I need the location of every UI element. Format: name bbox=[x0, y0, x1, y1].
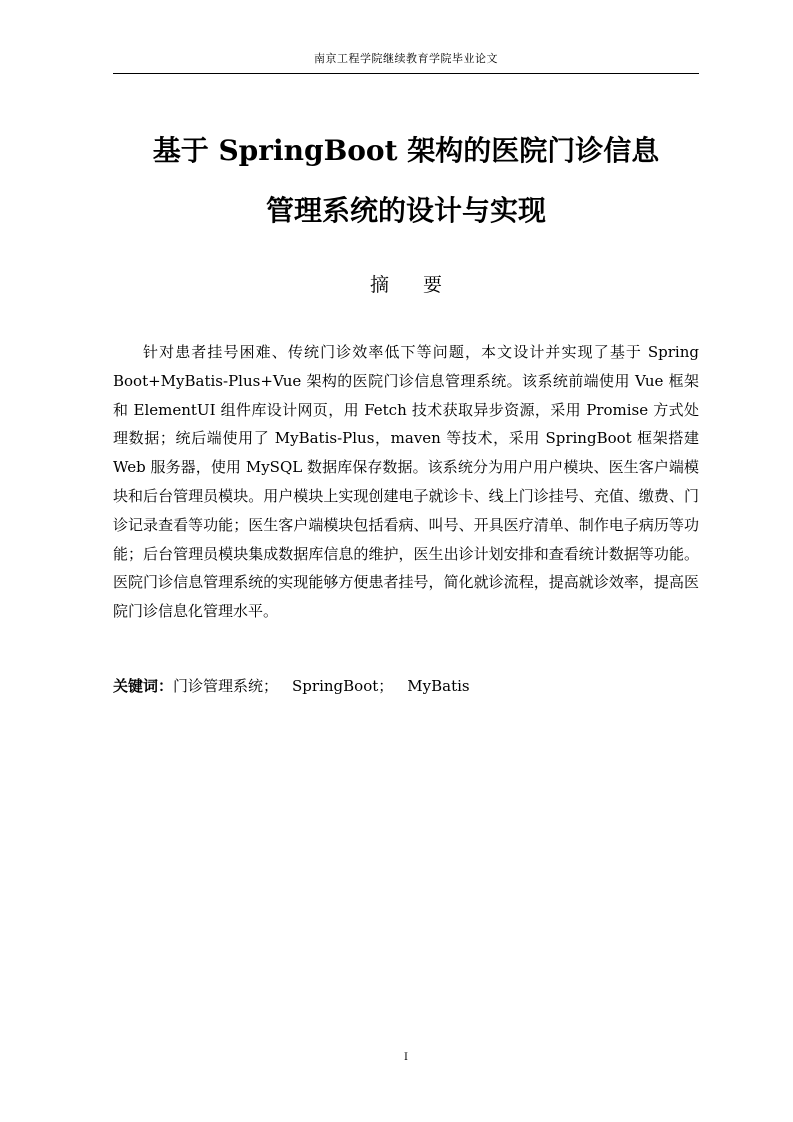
keyword-item: SpringBoot； bbox=[292, 677, 394, 695]
keywords-label: 关键词： bbox=[113, 677, 174, 695]
page-number: I bbox=[404, 1052, 408, 1063]
keyword-item: 门诊管理系统； bbox=[173, 677, 279, 695]
running-header: 南京工程学院继续教育学院毕业论文 bbox=[314, 52, 498, 65]
keywords-line bbox=[113, 674, 699, 698]
keyword-item: MyBatis bbox=[407, 677, 470, 695]
abstract-heading: 摘 要 bbox=[369, 274, 457, 296]
thesis-title-line-2: 管理系统的设计与实现 bbox=[265, 194, 546, 227]
header-rule bbox=[113, 73, 699, 74]
thesis-title-line-1: 基于 SpringBoot 架构的医院门诊信息 bbox=[152, 134, 660, 167]
abstract-body: 针对患者挂号困难、传统门诊效率低下等问题，本文设计并实现了基于 Spring Boot+MyBatis-Plus+Vue 架构的医院门诊信息管理系统。该系统前端使用 Vue 框架和 ElementUI 组件库设计网页，用 Fetch 技术获取异步资源，采用 Promise 方式处理数据；统后端使用了 MyBatis-Plus，maven 等技术，采用 SpringBoot 框架搭建 Web 服务器，使用 MySQL 数据库保存数据。该系统分为用户用户模块、医生客户端模块和后台管理员模块。用户模块上实现创建电子就诊卡、线上门诊挂号、充值、缴费、门诊记录查看等功能；医生客户端模块包括看病、叫号、开具医疗清单、制作电子病历等功能；后台管理员模块集成数据库信息的维护，医生出诊计划安排和查看统计数据等功能。医院门诊信息管理系统的实现能够方便患者挂号，简化就诊流程，提高就诊效率，提高医院门诊信息化管理水平。 bbox=[113, 343, 699, 621]
